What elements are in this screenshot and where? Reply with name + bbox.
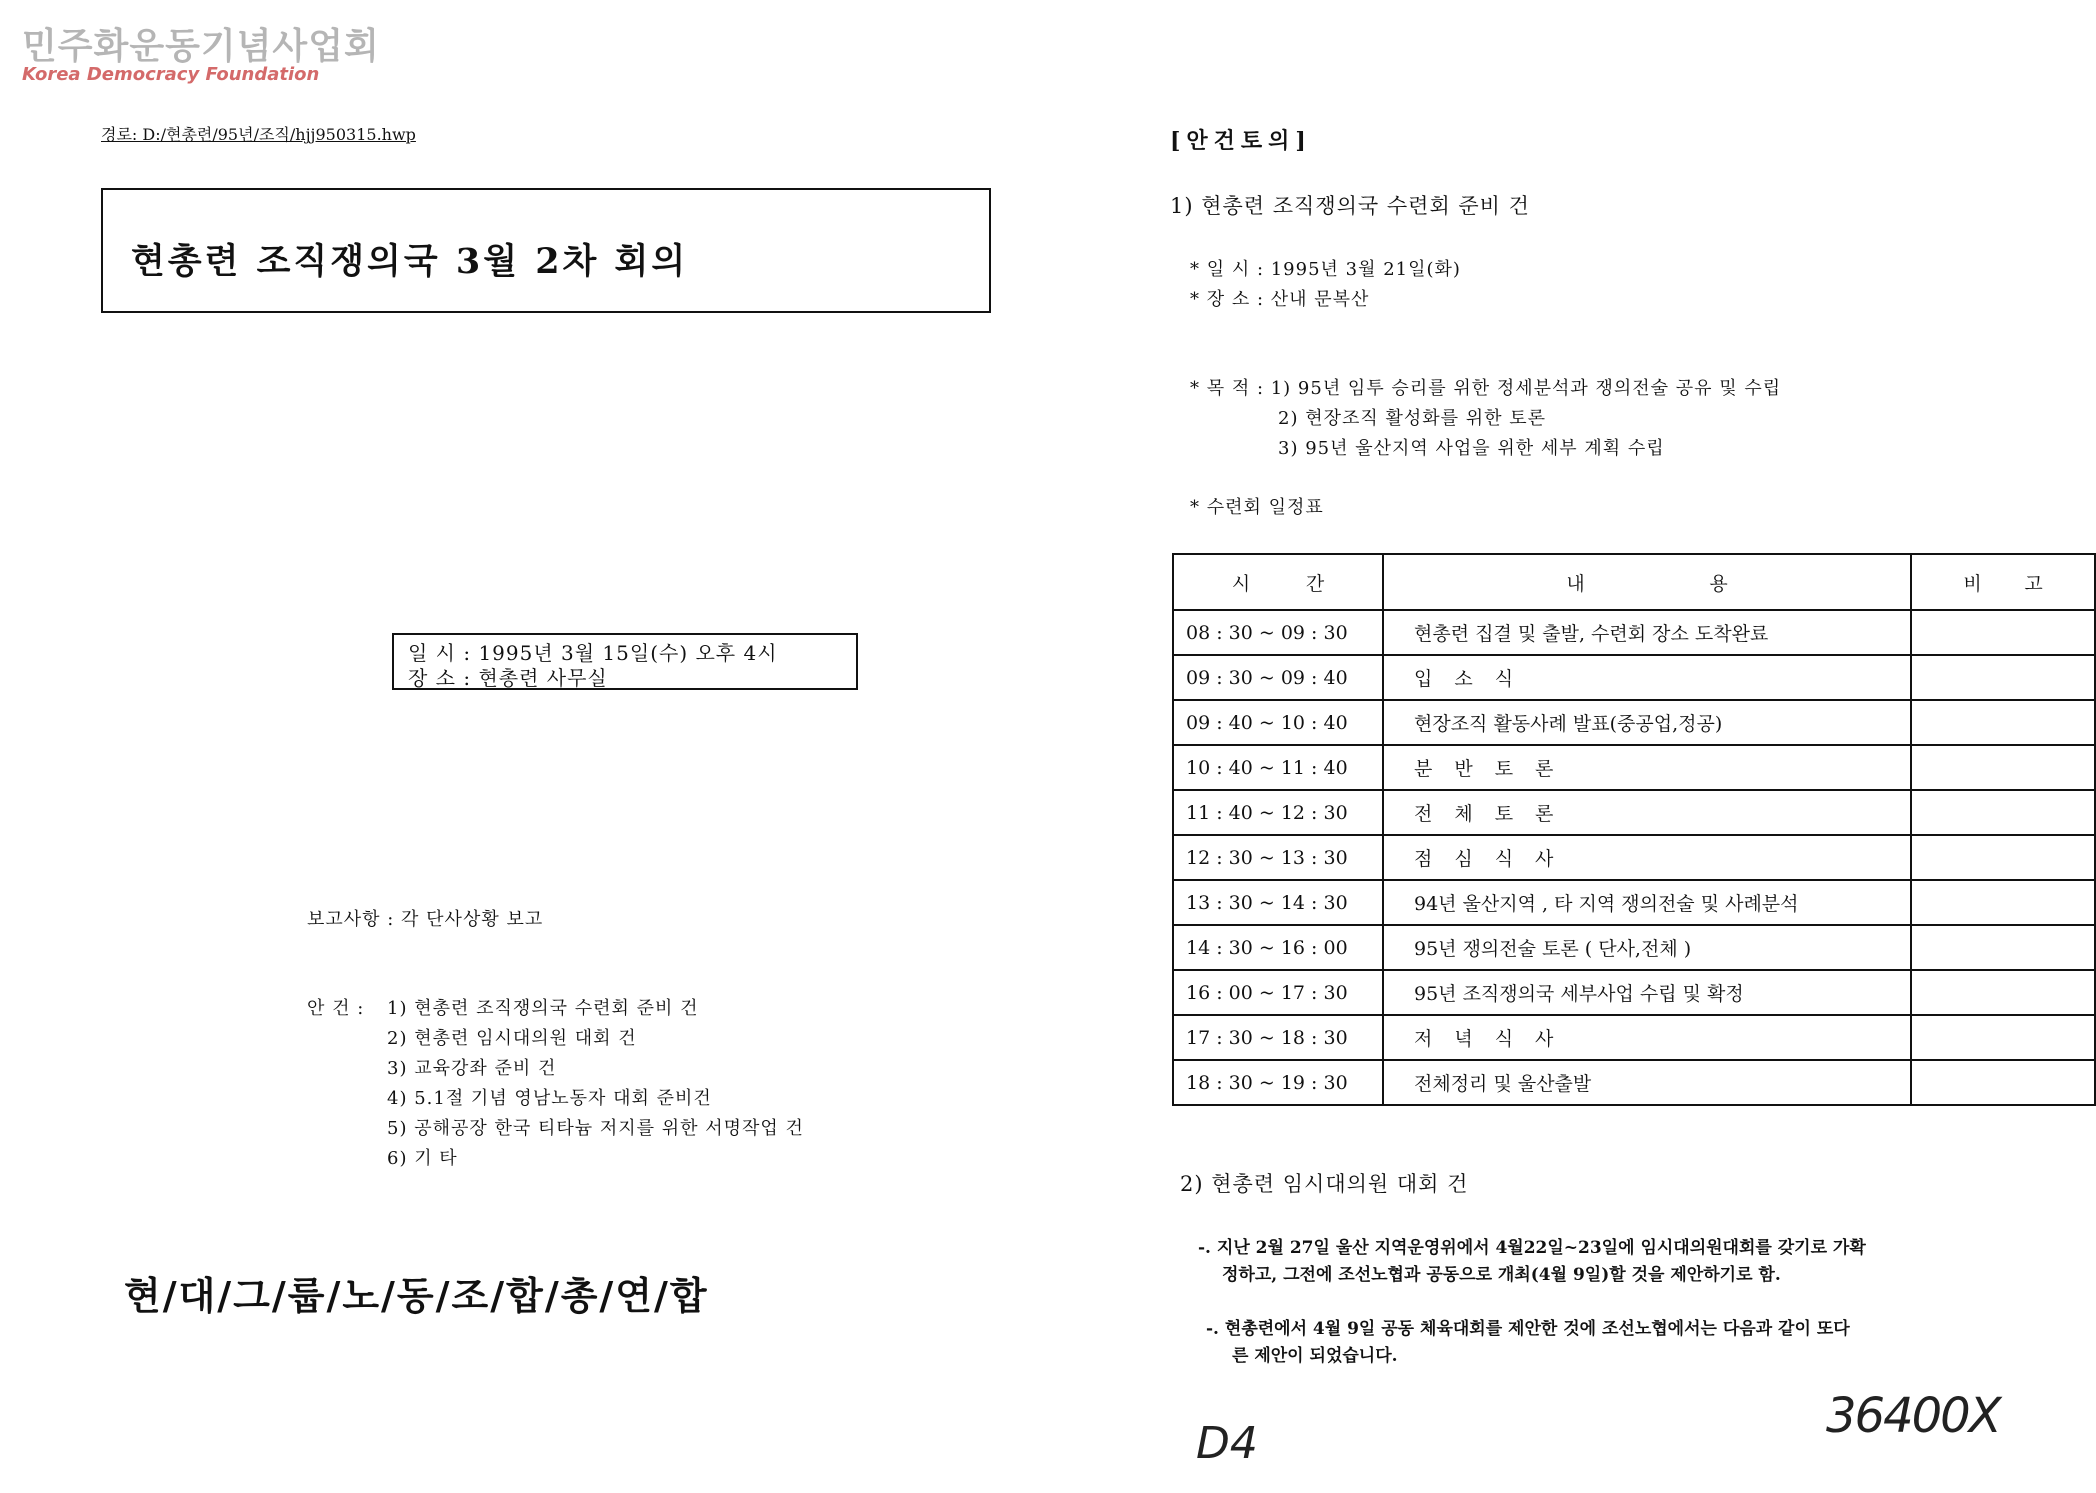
schedule-note-cell (1911, 880, 2095, 925)
schedule-note-cell (1911, 700, 2095, 745)
schedule-content-cell: 점심식사 (1383, 835, 1911, 880)
schedule-row (1173, 745, 2095, 790)
agenda-item: 2) 현총련 임시대의원 대회 건 (387, 1028, 637, 1049)
retreat-date: * 일 시 : 1995년 3월 21일(화) (1190, 259, 1461, 280)
agenda-item: 3) 교육강좌 준비 건 (387, 1058, 557, 1079)
schedule-note-cell (1911, 835, 2095, 880)
schedule-note-cell (1911, 1060, 2095, 1105)
schedule-note-cell (1911, 1015, 2095, 1060)
schedule-content-cell: 전체토론 (1383, 790, 1911, 835)
header-note-2: 고 (2024, 572, 2043, 595)
section2-bullet1-line2: 정하고, 그전에 조선노협과 공동으로 개최(4월 9일)할 것을 제안하기로 함. (1222, 1265, 1781, 1285)
logo-english-text: Korea Democracy Foundation (22, 64, 320, 85)
section2-bullet2-line2: 른 제안이 되었습니다. (1232, 1346, 1398, 1366)
header-time-1: 시 (1231, 572, 1251, 595)
schedule-header-row (1173, 554, 2095, 610)
header-time (1173, 554, 1383, 610)
retreat-purpose-3: 3) 95년 울산지역 사업을 위한 세부 계획 수립 (1278, 438, 1665, 459)
schedule-content-cell: 현총련 집결 및 출발, 수련회 장소 도착완료 (1383, 610, 1911, 655)
schedule-note-cell (1911, 610, 2095, 655)
schedule-row (1173, 1015, 2095, 1060)
schedule-time-cell: 17 : 30 ~ 18 : 30 (1173, 1015, 1383, 1060)
schedule-content-cell: 95년 쟁의전술 토론 ( 단사,전체 ) (1383, 925, 1911, 970)
schedule-content-cell: 전체정리 및 울산출발 (1383, 1060, 1911, 1105)
header-note (1911, 554, 2095, 610)
section2-bullet2-line1: -. 현총련에서 4월 9일 공동 체육대회를 제안한 것에 조선노협에서는 다음과 같이 또다 (1206, 1319, 1850, 1339)
header-time-2: 간 (1305, 572, 1325, 595)
union-name: 현/대/그/룹/노/동/조/합/총/연/합 (124, 1273, 709, 1318)
schedule-row (1173, 925, 2095, 970)
schedule-label: * 수련회 일정표 (1190, 497, 1324, 518)
header-note-1: 비 (1963, 572, 1982, 595)
meeting-datetime: 일 시 : 1995년 3월 15일(수) 오후 4시 (408, 641, 778, 665)
section1-title: 1) 현총련 조직쟁의국 수련회 준비 건 (1170, 194, 1530, 218)
schedule-time-cell: 13 : 30 ~ 14 : 30 (1173, 880, 1383, 925)
agenda-item: 4) 5.1절 기념 영남노동자 대회 준비건 (387, 1088, 712, 1109)
schedule-content-cell: 현장조직 활동사례 발표(중공업,정공) (1383, 700, 1911, 745)
discussion-heading: [안건토의] (1170, 128, 1312, 154)
report-line: 보고사항 : 각 단사상황 보고 (307, 909, 544, 930)
schedule-time-cell: 08 : 30 ~ 09 : 30 (1173, 610, 1383, 655)
schedule-time-cell: 09 : 30 ~ 09 : 40 (1173, 655, 1383, 700)
agenda-item: 5) 공해공장 한국 티타늄 저지를 위한 서명작업 건 (387, 1118, 804, 1139)
schedule-content-cell: 저녁식사 (1383, 1015, 1911, 1060)
schedule-table (1172, 553, 2096, 1106)
schedule-note-cell (1911, 655, 2095, 700)
retreat-purpose-1: * 목 적 : 1) 95년 임투 승리를 위한 정세분석과 쟁의전술 공유 및 수립 (1190, 378, 1782, 399)
agenda-label: 안 건 : (307, 998, 365, 1019)
schedule-row (1173, 1060, 2095, 1105)
retreat-purpose-2: 2) 현장조직 활성화를 위한 토론 (1278, 408, 1547, 429)
title-box (101, 188, 991, 313)
handwritten-number: 36400X (1826, 1388, 2000, 1444)
retreat-place: * 장 소 : 산내 문복산 (1190, 289, 1370, 310)
file-path: 경로: D:/현총련/95년/조직/hjj950315.hwp (101, 125, 416, 144)
schedule-time-cell: 12 : 30 ~ 13 : 30 (1173, 835, 1383, 880)
schedule-note-cell (1911, 970, 2095, 1015)
schedule-time-cell: 14 : 30 ~ 16 : 00 (1173, 925, 1383, 970)
schedule-row (1173, 880, 2095, 925)
schedule-note-cell (1911, 925, 2095, 970)
schedule-body (1173, 610, 2095, 1105)
header-content (1383, 554, 1911, 610)
header-content-1: 내 (1566, 572, 1585, 595)
schedule-content-cell: 입소식 (1383, 655, 1911, 700)
logo-korean-text: 민주화운동기념사업회 (22, 26, 380, 67)
agenda-item: 1) 현총련 조직쟁의국 수련회 준비 건 (387, 998, 699, 1019)
handwritten-d4: D4 (1196, 1418, 1258, 1469)
meeting-info-box (392, 633, 858, 690)
meeting-place: 장 소 : 현총련 사무실 (408, 666, 608, 690)
document-title: 현총련 조직쟁의국 3월 2차 회의 (131, 241, 689, 282)
schedule-content-cell: 95년 조직쟁의국 세부사업 수립 및 확정 (1383, 970, 1911, 1015)
header-content-2: 용 (1709, 572, 1728, 595)
agenda-item: 6) 기 타 (387, 1148, 458, 1169)
schedule-row (1173, 970, 2095, 1015)
schedule-row (1173, 610, 2095, 655)
schedule-content-cell: 94년 울산지역 , 타 지역 쟁의전술 및 사례분석 (1383, 880, 1911, 925)
schedule-row (1173, 790, 2095, 835)
schedule-time-cell: 16 : 00 ~ 17 : 30 (1173, 970, 1383, 1015)
schedule-time-cell: 11 : 40 ~ 12 : 30 (1173, 790, 1383, 835)
schedule-row (1173, 655, 2095, 700)
schedule-time-cell: 09 : 40 ~ 10 : 40 (1173, 700, 1383, 745)
schedule-row (1173, 700, 2095, 745)
schedule-row (1173, 835, 2095, 880)
schedule-note-cell (1911, 790, 2095, 835)
section2-title: 2) 현총련 임시대의원 대회 건 (1180, 1172, 1469, 1196)
schedule-note-cell (1911, 745, 2095, 790)
schedule-time-cell: 18 : 30 ~ 19 : 30 (1173, 1060, 1383, 1105)
schedule-time-cell: 10 : 40 ~ 11 : 40 (1173, 745, 1383, 790)
schedule-content-cell: 분반토론 (1383, 745, 1911, 790)
section2-bullet1-line1: -. 지난 2월 27일 울산 지역운영위에서 4월22일~23일에 임시대의원대회를 갖기로 가확 (1198, 1238, 1866, 1258)
